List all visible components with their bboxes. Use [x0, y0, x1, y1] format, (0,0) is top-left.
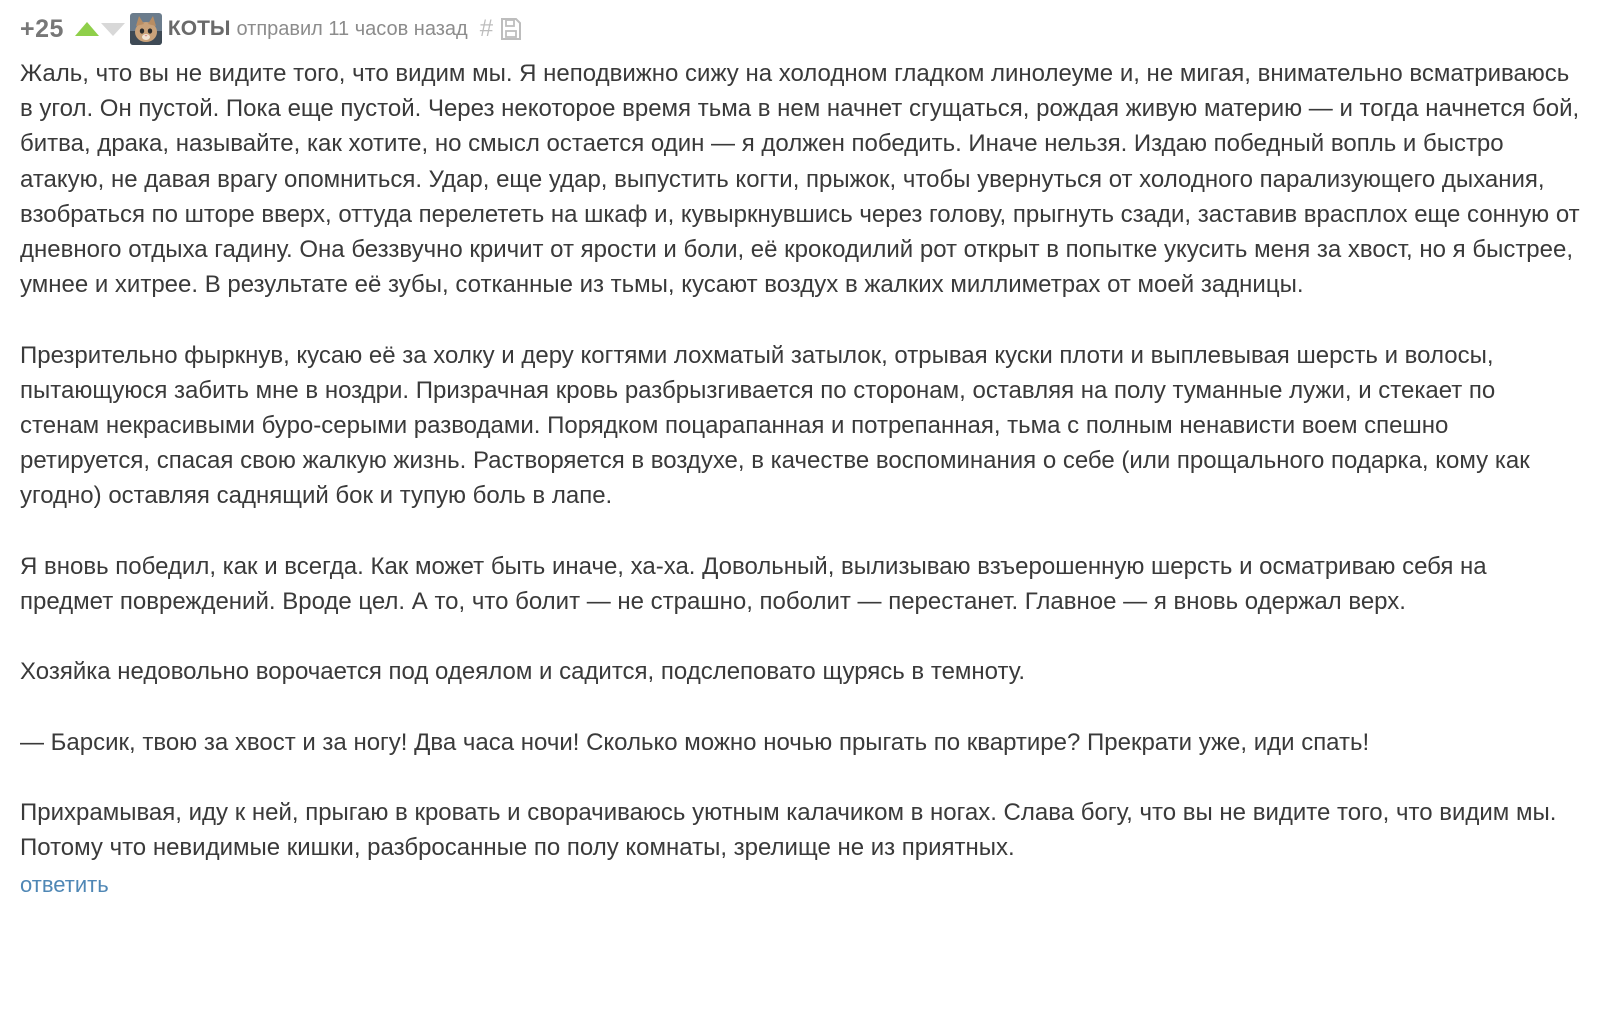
- avatar[interactable]: [130, 13, 162, 45]
- upvote-button[interactable]: [74, 19, 100, 39]
- floppy-disk-icon: [499, 16, 523, 42]
- save-button[interactable]: [499, 16, 523, 42]
- comment-paragraph: Я вновь победил, как и всегда. Как может быть иначе, ха-ха. Довольный, вылизываю взъерошенную шерсть и осматриваю себя на предмет повреждений. Вроде цел. А то, что болит — не страшно, поболит — перестанет. Главное — я вновь одержал верх.: [20, 552, 1487, 616]
- comment-rating: +25: [20, 14, 64, 43]
- comment-paragraph: Жаль, что вы не видите того, что видим мы. Я неподвижно сижу на холодном гладком линолеуме и, не мигая, внимательно всматриваюсь в угол. Он пустой. Пока еще пустой. Через некоторое время тьма в нем начнет сгущаться, рождая живую материю — и тогда начнется бой, битва, драка, называйте, как хотите, но смысл остается один — я должен победить. Иначе нельзя. Издаю победный вопль и быстро атакую, не давая врагу опомниться. Удар, еще удар, выпустить когти, прыжок, чтобы увернуться от холодного парализующего дыхания, взобраться по шторе вверх, оттуда перелететь на шкаф и, кувыркнувшись через голову, прыгнуть сзади, заставив врасплох еще сонную от дневного отдыха гадину. Она беззвучно кричит от ярости и боли, её крокодилий рот открыт в попытке укусить меня за хвост, но я быстрее, умнее и хитрее. В результате её зубы, сотканные из тьмы, кусают воздух в жалких миллиметрах от моей задницы.: [20, 60, 1580, 299]
- cat-avatar-icon: [130, 13, 162, 45]
- comment-body: [20, 56, 1580, 866]
- hash-icon[interactable]: #: [479, 15, 494, 42]
- comment-timestamp: отправил 11 часов назад: [236, 17, 468, 40]
- comment-paragraph: Прихрамывая, иду к ней, прыгаю в кровать и сворачиваюсь уютным калачиком в ногах. Слава богу, что вы не видите того, что видим мы. Потому что невидимые кишки, разбросанные по полу комнаты, зрелище не из приятных.: [20, 799, 1557, 862]
- comment-header: [20, 10, 1580, 48]
- comment-paragraph: Презрительно фыркнув, кусаю её за холку и деру когтями лохматый затылок, отрывая куски плоти и выплевывая шерсть и волосы, пытающуюся забить мне в ноздри. Призрачная кровь разбрызгивается по сторонам, оставляя на полу туманные лужи, и стекает по стенам некрасивыми буро-серыми разводами. Порядком поцарапанная и потрепанная, тьма с полным ненависти воем спешно ретируется, спасая свою жалкую жизнь. Растворяется в воздухе, в качестве воспоминания о себе (или прощального подарка, кому как угодно) оставляя саднящий бок и тупую боль в лапе.: [20, 341, 1530, 510]
- arrow-down-icon: [100, 19, 126, 39]
- comment-paragraph: — Барсик, твою за хвост и за ногу! Два часа ночи! Сколько можно ночью прыгать по квартире? Прекрати уже, иди спать!: [20, 728, 1370, 756]
- arrow-up-icon: [74, 19, 100, 39]
- downvote-button[interactable]: [100, 19, 126, 39]
- reply-link[interactable]: ответить: [20, 871, 109, 897]
- comment-paragraph: Хозяйка недовольно ворочается под одеялом и садится, подслеповато щурясь в темноту.: [20, 658, 1026, 686]
- author-link[interactable]: КОТЫ: [167, 17, 231, 40]
